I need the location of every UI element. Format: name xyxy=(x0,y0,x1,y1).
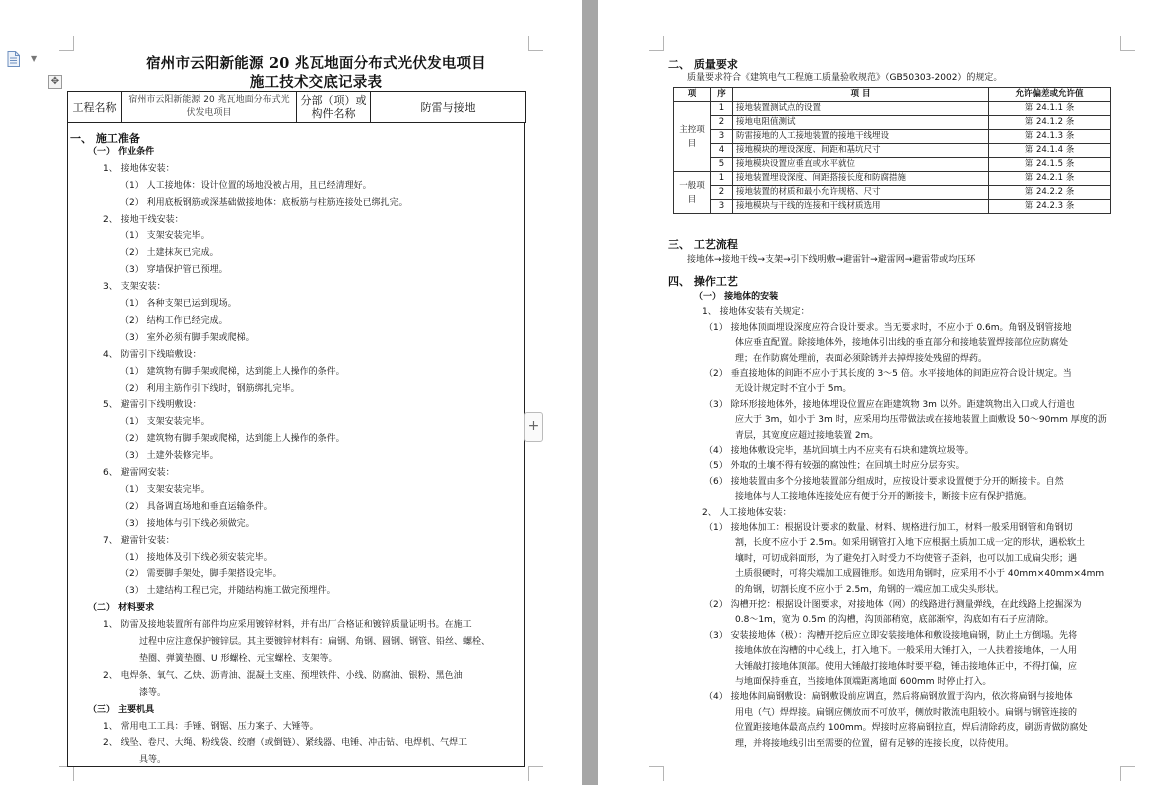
document-icon[interactable] xyxy=(7,51,20,67)
table-cell: 第 24.1.2 条 xyxy=(989,116,1111,130)
table-cell: 接地装置的材质和最小允许规格、尺寸 xyxy=(733,186,989,200)
body-text-line: （3） 土建结构工程已完，并随结构施工做完预埋件。 xyxy=(120,586,336,597)
table-row xyxy=(674,172,1111,186)
table-cell: 接地装置埋设深度、间距搭接长度和防腐措施 xyxy=(733,172,989,186)
body-text-line: （2） 需要脚手架处，脚手架搭设完毕。 xyxy=(120,569,282,580)
body-text-line: （1） 接地体顶面埋设深度应符合设计要求。当无要求时，不应小于 0.6m。角钢及钢管接地 xyxy=(704,322,1072,333)
table-cell: 接地模块与干线的连接和干线材质选用 xyxy=(733,200,989,214)
document-subtitle: 施工技术交底记录表 xyxy=(249,74,383,91)
part-name-value: 防雷与接地 xyxy=(371,92,526,123)
table-cell: 第 24.2.3 条 xyxy=(989,200,1111,214)
body-text-line: 1、 防雷及接地装置所有部件均应采用镀锌材料，并有出厂合格证和镀锌质量证明书。在施工 xyxy=(103,620,472,631)
body-text-line: （1） 各种支架已运到现场。 xyxy=(120,299,237,309)
body-text-line: （2） 建筑物有脚手架或爬梯，达到能上人操作的条件。 xyxy=(120,434,345,445)
table-cell: 1 xyxy=(711,172,733,186)
table-row xyxy=(674,200,1111,214)
column-header: 序 xyxy=(711,88,733,102)
body-text-line: 体应垂直配置。除接地体外，接地体引出线的垂直部分和接地装置焊接部位应防腐处 xyxy=(735,338,1069,349)
section-heading: （三） 主要机具 xyxy=(88,704,155,715)
body-text-line: （2） 沟槽开挖：根据设计图要求，对接地体（网）的线路进行测量弹线，在此线路上挖掘深为 xyxy=(704,600,1082,610)
project-name-value: 宿州市云阳新能源 20 兆瓦地面分布式光伏发电项目 xyxy=(122,92,297,123)
body-text-line: （2） 具备调直场地和垂直运输条件。 xyxy=(120,501,273,512)
body-text-line: 位置距接地体最高点约 100mm。焊接时应将扁钢拉直，焊后清除药皮，刷沥青做防腐处 xyxy=(735,723,1088,734)
table-row xyxy=(674,158,1111,172)
body-text-line: 接地体放在沟槽的中心线上，打入地下。一般采用大锤打入，一人扶着接地体，一人用 xyxy=(735,646,1078,657)
body-text-line: 0.8～1m，宽为 0.5m 的沟槽，沟顶部稍宽，底部渐窄，沟底如有石子应清除。 xyxy=(735,615,1054,626)
table-row xyxy=(674,186,1111,200)
table-row xyxy=(674,102,1111,116)
body-text-line: 1、 接地体安装有关规定： xyxy=(702,307,810,318)
body-text-line: （2） 土建抹灰已完成。 xyxy=(120,248,219,259)
column-header: 允许偏差或允许值 xyxy=(989,88,1111,102)
table-cell: 第 24.2.2 条 xyxy=(989,186,1111,200)
body-text-line: （3） 室外必须有脚手架或爬梯。 xyxy=(120,332,255,343)
body-text-line: （1） 人工接地体：设计位置的场地没被占用，且已经清理好。 xyxy=(120,180,372,191)
table-cell: 2 xyxy=(711,186,733,200)
table-cell: 防雷接地的人工接地装置的接地干线埋设 xyxy=(733,130,989,144)
table-cell: 第 24.2.1 条 xyxy=(989,172,1111,186)
body-text-line: 割，长度不应小于 2.5m。如采用钢管打入地下应根据土质加工成一定的形状，遇松软土 xyxy=(735,538,1085,549)
table-cell: 第 24.1.4 条 xyxy=(989,144,1111,158)
quality-intro: 质量要求符合《建筑电气工程施工质量验收规范》（GB50303-2002）的规定。 xyxy=(687,73,1003,83)
body-text-line: 2、 接地干线安装： xyxy=(103,214,184,225)
column-header: 项 xyxy=(674,88,711,102)
section-heading: （一） 作业条件 xyxy=(88,146,155,157)
body-text-line: 用电（气）焊焊接。扁钢应侧放而不可放平，侧放时散流电阻较小。扁钢与钢管连接的 xyxy=(735,707,1078,718)
table-cell: 第 24.1.1 条 xyxy=(989,102,1111,116)
body-text-line: 大锤敲打接地体顶部。使用大锤敲打接地体时要平稳，锤击接地体正中，不得打偏，应 xyxy=(735,661,1078,672)
page-corner-mark xyxy=(649,766,664,781)
document-page-1 xyxy=(50,0,582,785)
body-text-line: 漆等。 xyxy=(139,687,167,698)
section-heading-quality: 二、 质量要求 xyxy=(668,58,738,71)
table-cell: 3 xyxy=(711,200,733,214)
body-text-line: 土质很硬时，可将尖端加工成圆锥形。如选用角钢时，应采用不小于 40mm×40mm×4mm xyxy=(735,569,1105,580)
body-text-line: （1） 支架安装完毕。 xyxy=(120,484,210,495)
document-page-2 xyxy=(598,0,1169,785)
body-text-line: 过程中应注意保护镀锌层。其主要镀锌材料有：扁钢、角钢、圆钢、钢管、铅丝、螺栓、 xyxy=(139,637,491,647)
table-cell: 接地模块设置应垂直或水平就位 xyxy=(733,158,989,172)
body-text-line: 3、 支架安装： xyxy=(103,282,166,293)
body-text-line: 理；在作防腐处理前，表面必须除锈并去掉焊接处残留的焊药。 xyxy=(735,353,988,364)
table-cell: 3 xyxy=(711,130,733,144)
body-text-line: 7、 避雷针安装： xyxy=(103,535,175,546)
body-text-line: 青层，其宽度应超过接地装置 2m。 xyxy=(735,430,879,441)
body-text-line: 的角钢，切割长度不应小于 2.5m，角钢的一端应加工成尖头形状。 xyxy=(735,584,1004,595)
table-cell: 2 xyxy=(711,116,733,130)
page-corner-mark xyxy=(59,766,74,781)
body-text-line: （4） 接地体敷设完毕，基坑回填土内不应夹有石块和建筑垃圾等。 xyxy=(704,446,974,456)
chevron-down-icon[interactable]: ▼ xyxy=(31,54,38,63)
body-text-line: （3） 接地体与引下线必须做完。 xyxy=(120,518,255,529)
body-text-line: 应大于 3m，如小于 3m 时，应采用均压带做法或在接地装置上面敷设 50～90mm 厚度的沥 xyxy=(735,415,1107,426)
page-corner-mark xyxy=(1120,36,1135,51)
document-title: 宿州市云阳新能源 20 兆瓦地面分布式光伏发电项目 xyxy=(146,55,486,72)
body-text-line: 壤时，可切成斜面形，为了避免打入时受力不均使管子歪斜，也可以加工成扁尖形；遇 xyxy=(735,553,1078,564)
table-group-cell: 主控项目 xyxy=(674,102,711,172)
page-corner-mark xyxy=(528,766,543,781)
table-cell: 5 xyxy=(711,158,733,172)
body-text-line: （1） 接地体及引下线必须安装完毕。 xyxy=(120,552,273,563)
section-heading: （一） 接地体的安装 xyxy=(694,292,779,302)
body-text-line: （3） 土建外装修完毕。 xyxy=(120,451,219,462)
table-cell: 1 xyxy=(711,102,733,116)
quality-table xyxy=(673,87,1111,214)
page-corner-mark xyxy=(59,36,74,51)
body-text-line: 2、 人工接地体安装： xyxy=(702,507,792,518)
body-text-line: 2、 线坠、卷尺、大绳、粉线袋、绞磨（或倒链）、紧线器、电锤、冲击钻、电焊机、气焊工 xyxy=(103,738,468,749)
body-text-line: （5） 外取的土壤不得有较强的腐蚀性；在回填土时应分层夯实。 xyxy=(704,461,965,472)
body-text-line: （3） 安装接地体（极）：沟槽开挖后应立即安装接地体和敷设接地扁钢，防止土方倒塌。先将 xyxy=(704,630,1078,641)
page-corner-mark xyxy=(1120,766,1135,781)
body-text-line: 垫圈、弹簧垫圈、U 形螺栓、元宝螺栓、支架等。 xyxy=(139,653,338,664)
section-heading: （二） 材料要求 xyxy=(88,603,155,614)
body-text-line: 1、 常用电工工具：手锤、钢锯、压力案子、大锤等。 xyxy=(103,721,319,732)
section-heading-operation: 四、 操作工艺 xyxy=(668,275,738,288)
body-text-line: 4、 防雷引下线暗敷设： xyxy=(103,349,202,360)
section-heading-process: 三、 工艺流程 xyxy=(668,238,738,251)
body-text-line: （3） 穿墙保护管已预埋。 xyxy=(120,265,228,276)
body-text-line: 1、 接地体安装： xyxy=(103,163,175,174)
process-flow-text: 接地体→接地干线→支架→引下线明敷→避雷针→避雷网→避雷带或均压环 xyxy=(687,255,976,265)
body-text-line: （2） 利用底板钢筋或深基础做接地体：底板筋与柱筋连接处已绑扎完。 xyxy=(120,197,408,208)
body-text-line: 5、 避雷引下线明敷设： xyxy=(103,400,202,411)
body-text-line: 理，并将接地线引出至需要的位置，留有足够的连接长度，以待使用。 xyxy=(735,738,1015,749)
section-heading: 一、 施工准备 xyxy=(70,132,140,145)
table-cell: 第 24.1.3 条 xyxy=(989,130,1111,144)
page-divider xyxy=(582,0,598,785)
page-corner-mark xyxy=(528,36,543,51)
body-text-line: 无设计规定时不宜小于 5m。 xyxy=(735,384,852,395)
add-page-button[interactable]: + xyxy=(524,412,543,442)
table-row xyxy=(674,130,1111,144)
body-text-line: 具等。 xyxy=(139,755,167,766)
body-text-line: （2） 利用主筋作引下线时，钢筋绑扎完毕。 xyxy=(120,383,300,394)
body-text-line: 与地面保持垂直，当接地体顶端距离地面 600mm 时停止打入。 xyxy=(735,677,992,687)
body-text-line: 6、 避雷网安装： xyxy=(103,468,175,478)
body-text-line: （3） 除环形接地体外，接地体埋设位置应在距建筑物 3m 以外。距建筑物出入口或人行道也 xyxy=(704,399,1075,410)
table-group-cell: 一般项目 xyxy=(674,172,711,214)
body-text-line: 2、 电焊条、氧气、乙炔、沥青油、混凝土支座、预埋铁件、小线、防腐油、银粉、黑色油 xyxy=(103,670,463,681)
body-text-line: 接地体与人工接地体连接处应有便于分开的断接卡，断接卡应有保护措施。 xyxy=(735,492,1033,503)
column-header: 项 目 xyxy=(733,88,989,102)
header-table xyxy=(67,91,526,123)
page-corner-mark xyxy=(649,36,664,51)
table-cell: 接地电阻值测试 xyxy=(733,116,989,130)
body-text-line: （2） 结构工作已经完成。 xyxy=(120,315,228,326)
body-text-line: （1） 建筑物有脚手架或爬梯，达到能上人操作的条件。 xyxy=(120,366,345,377)
table-cell: 接地模块的埋设深度、间距和基坑尺寸 xyxy=(733,144,989,158)
table-row xyxy=(674,116,1111,130)
body-text-line: （1） 支架安装完毕。 xyxy=(120,417,210,428)
part-name-label: 分部（项）或构件名称 xyxy=(297,92,371,123)
table-move-handle-icon[interactable]: ✥ xyxy=(48,75,62,89)
body-text-line: （1） 接地体加工：根据设计要求的数量、材料、规格进行加工，材料一般采用钢管和角钢切 xyxy=(704,523,1073,533)
left-gutter xyxy=(0,0,50,785)
table-cell: 接地装置测试点的设置 xyxy=(733,102,989,116)
table-cell: 第 24.1.5 条 xyxy=(989,158,1111,172)
project-name-label: 工程名称 xyxy=(68,92,122,123)
body-text-line: （6） 接地装置由多个分接地装置部分组成时，应按设计要求设置便于分开的断接卡。自然 xyxy=(704,476,1064,487)
body-text-line: （2） 垂直接地体的间距不应小于其长度的 3～5 倍。水平接地体的间距应符合设计规定。当 xyxy=(704,369,1072,379)
table-row xyxy=(674,144,1111,158)
table-cell: 4 xyxy=(711,144,733,158)
body-text-line: （4） 接地体间扁钢敷设：扁钢敷设前应调直，然后将扁钢放置于沟内，依次将扁钢与接地体 xyxy=(704,692,1073,703)
body-text-line: （1） 支架安装完毕。 xyxy=(120,231,210,242)
